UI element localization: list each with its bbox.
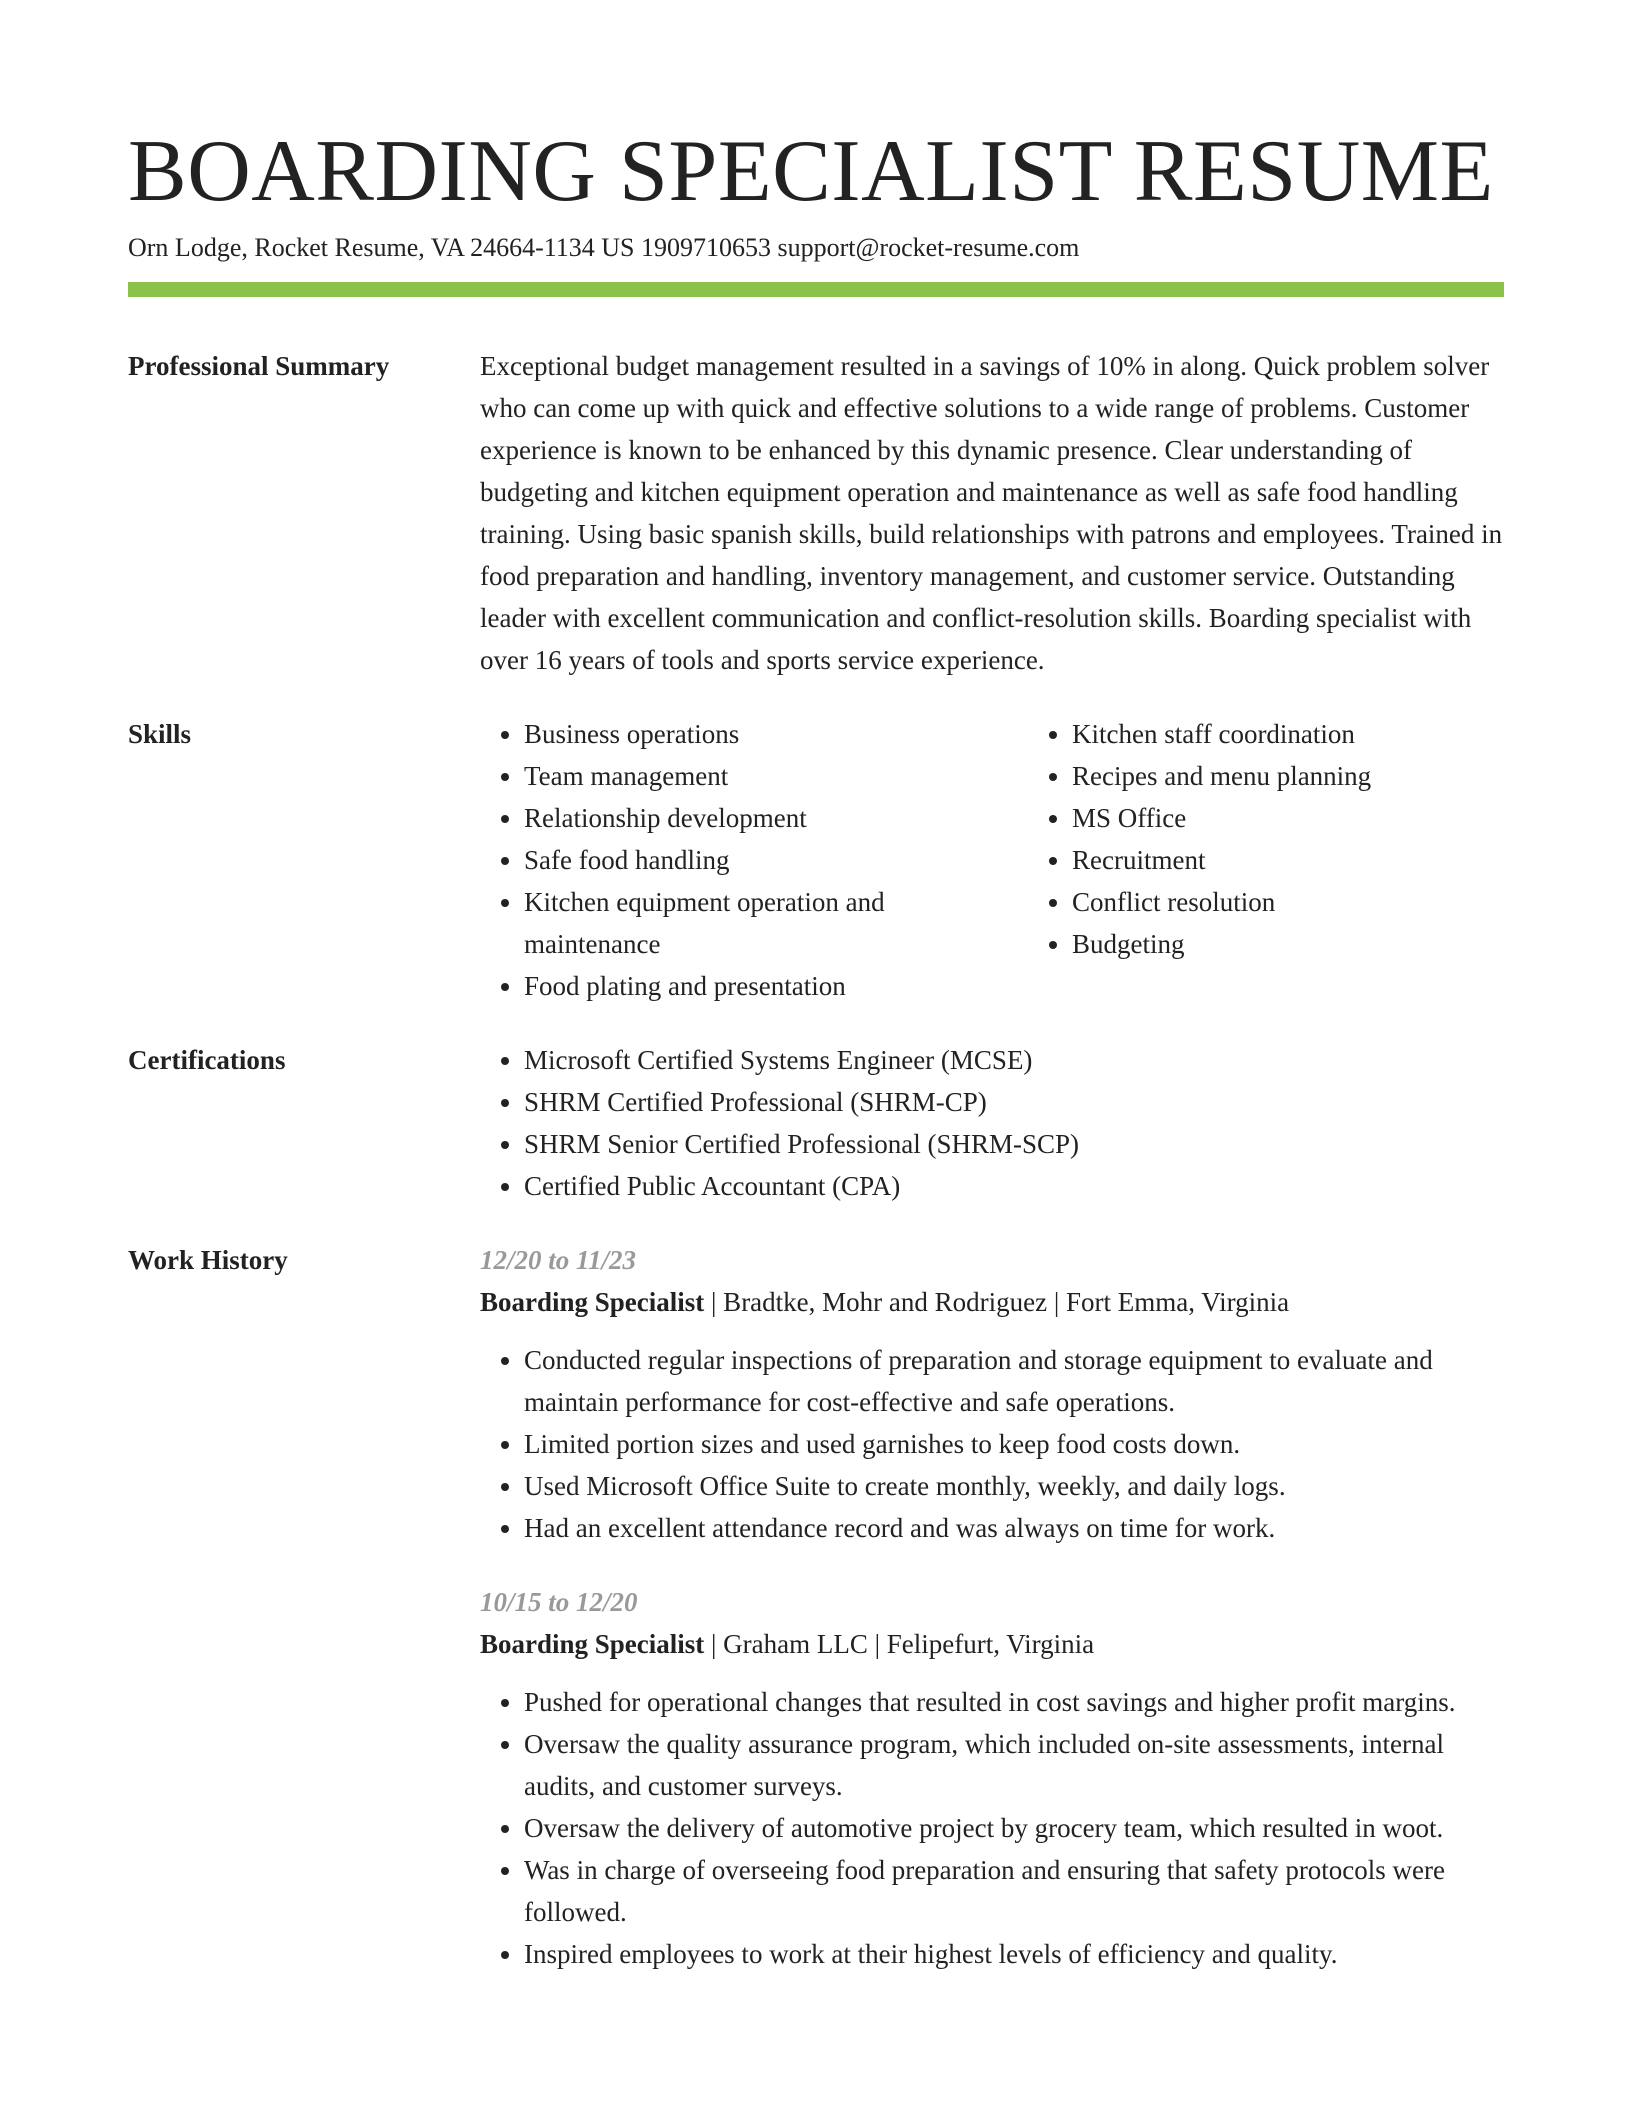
job-dates: 10/15 to 12/20 [480, 1587, 638, 1617]
summary-label: Professional Summary [128, 351, 390, 381]
skills-list-right [1028, 713, 1532, 1007]
summary-body [480, 345, 1504, 681]
certification-item: • Microsoft Certified Systems Engineer (MCSE) [524, 1039, 1504, 1081]
certifications-list [480, 1039, 1504, 1207]
summary-section [128, 345, 1504, 681]
certifications-body [480, 1039, 1504, 1207]
job-bullet: • Limited portion sizes and used garnishes to keep food costs down. [524, 1423, 1504, 1465]
skill-item: • Relationship development [524, 797, 1028, 839]
job-details: | Bradtke, Mohr and Rodriguez | Fort Emma, Virginia [704, 1287, 1290, 1317]
job-bullets [480, 1339, 1504, 1549]
summary-text: Exceptional budget management resulted in a savings of 10% in along. Quick problem solver who can come up with quick and effective solutions to a wide range of problems. Customer experience is known to be enhanced by this dynamic presence. Clear understanding of budgeting and kitchen equipment operation and maintenance as well as safe food handling training. Using basic spanish skills, build relationships with patrons and employees. Trained in food preparation and handling, inventory management, and customer service. Outstanding leader with excellent communication and conflict-resolution skills. Boarding specialist with over 16 years of tools and sports service experience. [480, 351, 1503, 675]
certification-item: • SHRM Senior Certified Professional (SHRM-SCP) [524, 1123, 1504, 1165]
skills-list-left [480, 713, 1028, 1007]
certification-item: • Certified Public Accountant (CPA) [524, 1165, 1504, 1207]
certifications-label: Certifications [128, 1045, 286, 1075]
certification-item: • SHRM Certified Professional (SHRM-CP) [524, 1081, 1504, 1123]
skill-item: • Conflict resolution [1072, 881, 1532, 923]
job-bullet: • Inspired employees to work at their highest levels of efficiency and quality. [524, 1933, 1504, 1975]
work-history-body [480, 1239, 1504, 1975]
resume-title: BOARDING SPECIALIST RESUME [128, 123, 1494, 220]
skills-body [480, 713, 1532, 1007]
resume-page [128, 0, 1504, 1975]
skill-item: • Budgeting [1072, 923, 1532, 965]
work-history-label: Work History [128, 1245, 288, 1275]
job-bullet: • Oversaw the delivery of automotive project by grocery team, which resulted in woot. [524, 1807, 1504, 1849]
skill-item: • Recipes and menu planning [1072, 755, 1532, 797]
skill-item: • Kitchen staff coordination [1072, 713, 1532, 755]
job-bullet: • Had an excellent attendance record and was always on time for work. [524, 1507, 1504, 1549]
job-heading [480, 1281, 1504, 1323]
accent-divider [128, 282, 1504, 297]
skill-item: • Business operations [524, 713, 1028, 755]
job-heading [480, 1623, 1504, 1665]
skill-item: • Kitchen equipment operation and maintenance [524, 881, 1028, 965]
job-bullets [480, 1681, 1504, 1975]
job-title: Boarding Specialist [480, 1287, 705, 1317]
certifications-section [128, 1039, 1504, 1207]
job-bullet: • Conducted regular inspections of preparation and storage equipment to evaluate and maintain performance for cost-effective and safe operations. [524, 1339, 1504, 1423]
job-bullet: • Pushed for operational changes that resulted in cost savings and higher profit margins. [524, 1681, 1504, 1723]
work-history-section [128, 1239, 1504, 1975]
skills-label: Skills [128, 719, 192, 749]
contact-line: Orn Lodge, Rocket Resume, VA 24664-1134 US 1909710653 support@rocket-resume.com [128, 233, 1080, 262]
job-entry [480, 1581, 1504, 1975]
skill-item: • Safe food handling [524, 839, 1028, 881]
job-bullet: • Used Microsoft Office Suite to create monthly, weekly, and daily logs. [524, 1465, 1504, 1507]
job-bullet: • Was in charge of overseeing food preparation and ensuring that safety protocols were followed. [524, 1849, 1504, 1933]
skill-item: • Recruitment [1072, 839, 1532, 881]
skill-item: • MS Office [1072, 797, 1532, 839]
job-details: | Graham LLC | Felipefurt, Virginia [704, 1629, 1095, 1659]
job-title: Boarding Specialist [480, 1629, 705, 1659]
skills-section [128, 713, 1504, 1007]
job-dates: 12/20 to 11/23 [480, 1245, 637, 1275]
skill-item: • Team management [524, 755, 1028, 797]
job-bullet: • Oversaw the quality assurance program, which included on-site assessments, internal audits, and customer surveys. [524, 1723, 1504, 1807]
skill-item: • Food plating and presentation [524, 965, 1028, 1007]
job-entry [480, 1239, 1504, 1549]
